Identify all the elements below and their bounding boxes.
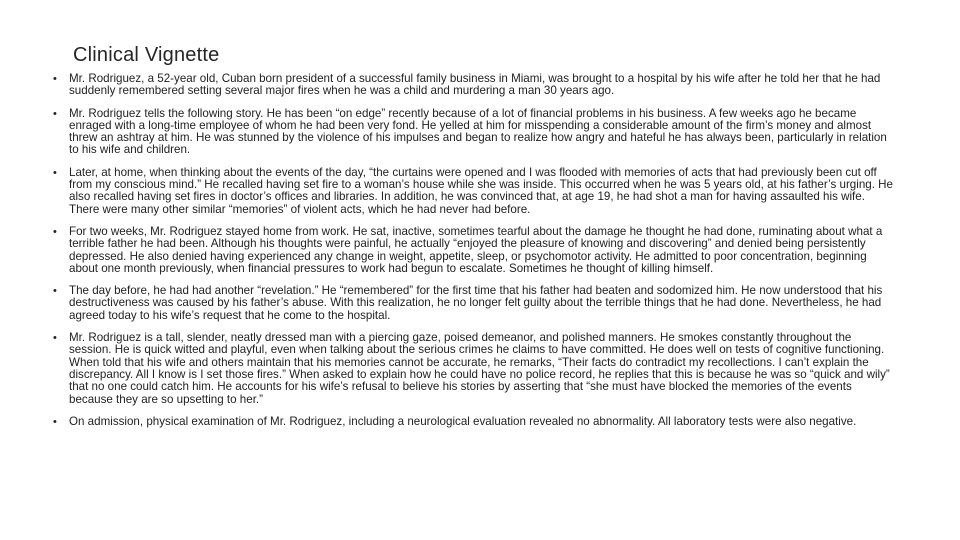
bullet-text: Mr. Rodriguez tells the following story. He has been “on edge” recently because of a lot of financial problems in his business. A few weeks ago he became enraged with a long-time employee of whom he had been very fond. He yelled at him for misspending a considerable amount of the firm’s money and almost threw an ashtray at him. He was stunned by the violence of his impulses and began to realize how angry and hateful he has always been, particularly in relation to his wife and children. <box>69 106 887 157</box>
bullet-dot-icon: • <box>53 166 57 179</box>
bullet-item <box>52 226 897 275</box>
bullet-item <box>52 332 897 406</box>
bullet-item <box>52 108 897 157</box>
bullet-dot-icon: • <box>53 107 57 120</box>
bullet-item <box>52 416 897 428</box>
bullet-text: Later, at home, when thinking about the events of the day, “the curtains were opened and I was flooded with memories of acts that had previously been cut off from my conscious mind.” He recalled having set fire to a woman’s house while she was inside. This occurred when he was 5 years old, at his father’s urging. He also recalled having set fires in doctor’s offices and libraries. In addition, he was convinced that, at age 19, he had shot a man for having assaulted his wife. There were many other similar “memories” of violent acts, which he had never had before. <box>69 165 893 216</box>
bullet-dot-icon: • <box>53 332 57 345</box>
bullet-item <box>52 167 897 216</box>
bullet-item <box>52 73 897 98</box>
bullet-list <box>52 73 897 438</box>
bullet-text: Mr. Rodriguez is a tall, slender, neatly dressed man with a piercing gaze, poised demeanor, and polished manners. He smokes constantly throughout the session. He is quick witted and playful, even when talking about the serious crimes he claims to have committed. He does well on tests of cognitive functioning. When told that his wife and others maintain that his memories cannot be accurate, he remarks, “Their facts do contradict my recollections. I can’t explain the discrepancy. All I know is I set those fires.” When asked to explain how he could have no police record, he replies that this is because he was so “quick and wily” that no one could catch him. He accounts for his wife’s refusal to believe his stories by asserting that “she must have blocked the memories of the events because they are so upsetting to her.” <box>69 331 890 406</box>
bullet-item <box>52 285 897 322</box>
slide-title: Clinical Vignette <box>73 44 220 66</box>
bullet-dot-icon: • <box>53 225 57 238</box>
bullet-dot-icon: • <box>53 73 57 85</box>
bullet-text: The day before, he had had another “revelation.” He “remembered” for the first time that his father had beaten and sodomized him. He now understood that his destructiveness was caused by his father’s abuse. With this realization, he no longer felt guilty about the terrible things that he had done. Nevertheless, he had agreed today to his wife’s request that he come to the hospital. <box>69 284 883 322</box>
bullet-text: Mr. Rodriguez, a 52-year old, Cuban born president of a successful family business in Miami, was brought to a hospital by his wife after he told her that he had suddenly remembered setting several major fires when he was a child and murdering a man 30 years ago. <box>69 72 881 98</box>
bullet-text: On admission, physical examination of Mr. Rodriguez, including a neurological evaluation revealed no abnormality. All laboratory tests were also negative. <box>69 414 857 428</box>
bullet-dot-icon: • <box>53 285 57 298</box>
bullet-dot-icon: • <box>53 415 57 428</box>
bullet-text: For two weeks, Mr. Rodriguez stayed home from work. He sat, inactive, sometimes tearful about the damage he thought he had done, ruminating about what a terrible father he had been. Although his thoughts were painful, he actually “enjoyed the pleasure of knowing and discovering” and denied being persistently depressed. He also denied having experienced any change in weight, appetite, sleep, or psychomotor activity. He admitted to poor concentration, beginning about one month previously, when financial pressures to work had begun to escalate. Sometimes he thought of killing himself. <box>69 224 883 275</box>
